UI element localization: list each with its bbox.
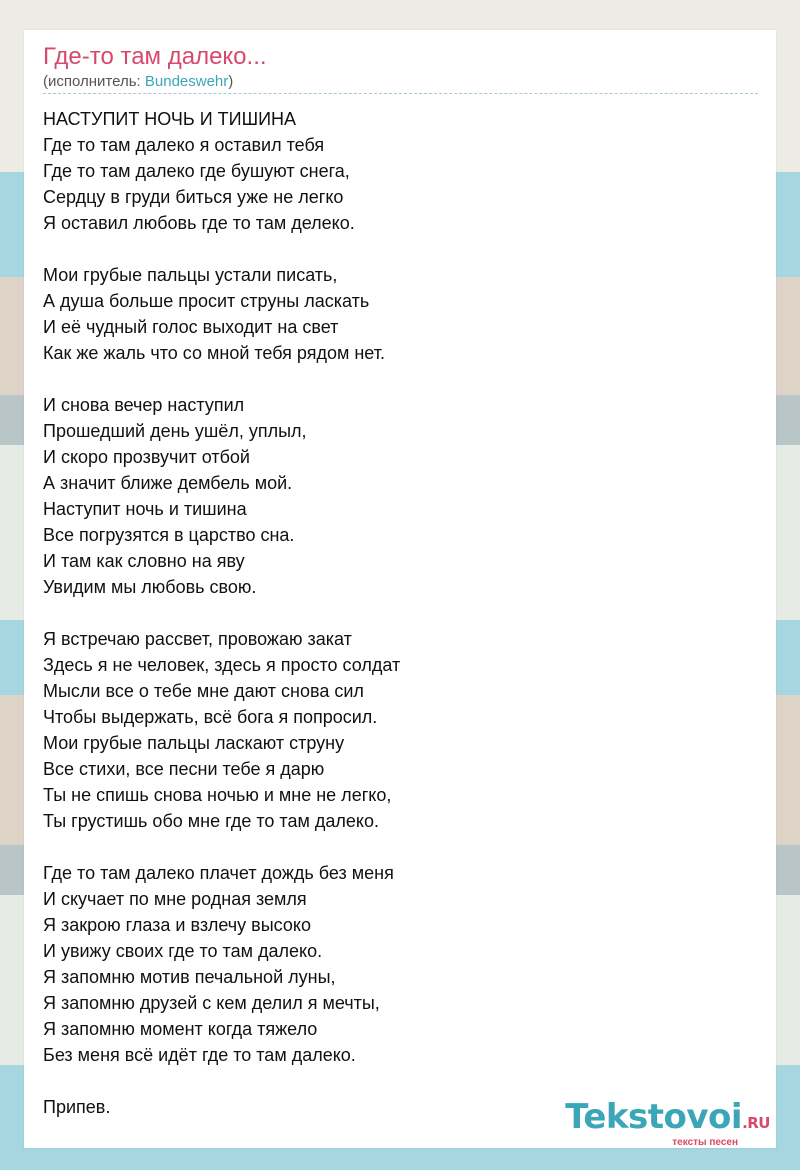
logo-tld: .RU xyxy=(742,1114,770,1132)
lyrics-card xyxy=(24,30,776,1148)
lyric-line: Я оставил любовь где то там делеко. xyxy=(43,213,355,233)
lyric-line: Ты грустишь обо мне где то там далеко. xyxy=(43,811,379,831)
stanza-gap xyxy=(43,600,400,626)
lyric-line: Все стихи, все песни тебе я дарю xyxy=(43,759,325,779)
lyric-line: Увидим мы любовь свою. xyxy=(43,577,257,597)
stanza-gap xyxy=(43,834,400,860)
stanza-gap xyxy=(43,366,400,392)
lyric-line: Я запомню мотив печальной луны, xyxy=(43,967,336,987)
stanza-gap xyxy=(43,236,400,262)
lyric-line: И увижу своих где то там далеко. xyxy=(43,941,323,961)
lyrics-body xyxy=(43,106,400,1120)
lyric-line: Прошедший день ушёл, уплыл, xyxy=(43,421,307,441)
lyric-line: Ты не спишь снова ночью и мне не легко, xyxy=(43,785,392,805)
lyric-line: Я встречаю рассвет, провожаю закат xyxy=(43,629,352,649)
lyric-line: НАСТУПИТ НОЧЬ И ТИШИНА xyxy=(43,109,297,129)
lyric-line: И снова вечер наступил xyxy=(43,395,245,415)
lyric-line: Без меня всё идёт где то там далеко. xyxy=(43,1045,356,1065)
lyric-line: Наступит ночь и тишина xyxy=(43,499,247,519)
lyric-line: И её чудный голос выходит на свет xyxy=(43,317,339,337)
song-title: Где-то там далеко... xyxy=(43,43,267,70)
artist-prefix: (исполнитель: xyxy=(43,73,145,90)
lyric-line: Где то там далеко плачет дождь без меня xyxy=(43,863,394,883)
title-divider xyxy=(43,93,758,94)
lyric-line: Мои грубые пальцы ласкают струну xyxy=(43,733,345,753)
artist-link[interactable]: Bundeswehr xyxy=(144,73,229,90)
lyric-line: Здесь я не человек, здесь я просто солдат xyxy=(43,655,401,675)
lyric-line: Как же жаль что со мной тебя рядом нет. xyxy=(43,343,385,363)
lyric-line: И там как словно на яву xyxy=(43,551,245,571)
lyric-line: А значит ближе дембель мой. xyxy=(43,473,293,493)
lyric-line: Мысли все о тебе мне дают снова сил xyxy=(43,681,364,701)
lyric-line: Сердцу в груди биться уже не легко xyxy=(43,187,344,207)
lyric-line: И скучает по мне родная земля xyxy=(43,889,307,909)
lyric-line: Я запомню друзей с кем делил я мечты, xyxy=(43,993,380,1013)
lyric-line: А душа больше просит струны ласкать xyxy=(43,291,370,311)
lyric-line: Мои грубые пальцы устали писать, xyxy=(43,265,338,285)
stanza-gap xyxy=(43,1068,400,1094)
lyric-line: Припев. xyxy=(43,1097,111,1117)
lyric-line: Я закрою глаза и взлечу высоко xyxy=(43,915,311,935)
artist-suffix: ) xyxy=(228,73,234,90)
lyric-line: Где то там далеко я оставил тебя xyxy=(43,135,325,155)
logo-tagline: тексты песен xyxy=(672,1137,738,1148)
lyric-line: Чтобы выдержать, всё бога я попросил. xyxy=(43,707,378,727)
lyric-line: Где то там далеко где бушуют снега, xyxy=(43,161,350,181)
artist-line xyxy=(43,73,233,90)
lyric-line: Все погрузятся в царство сна. xyxy=(43,525,295,545)
lyric-line: И скоро прозвучит отбой xyxy=(43,447,250,467)
site-logo[interactable] xyxy=(565,1099,770,1148)
lyric-line: Я запомню момент когда тяжело xyxy=(43,1019,318,1039)
logo-brand: Tekstovoi xyxy=(565,1097,743,1137)
